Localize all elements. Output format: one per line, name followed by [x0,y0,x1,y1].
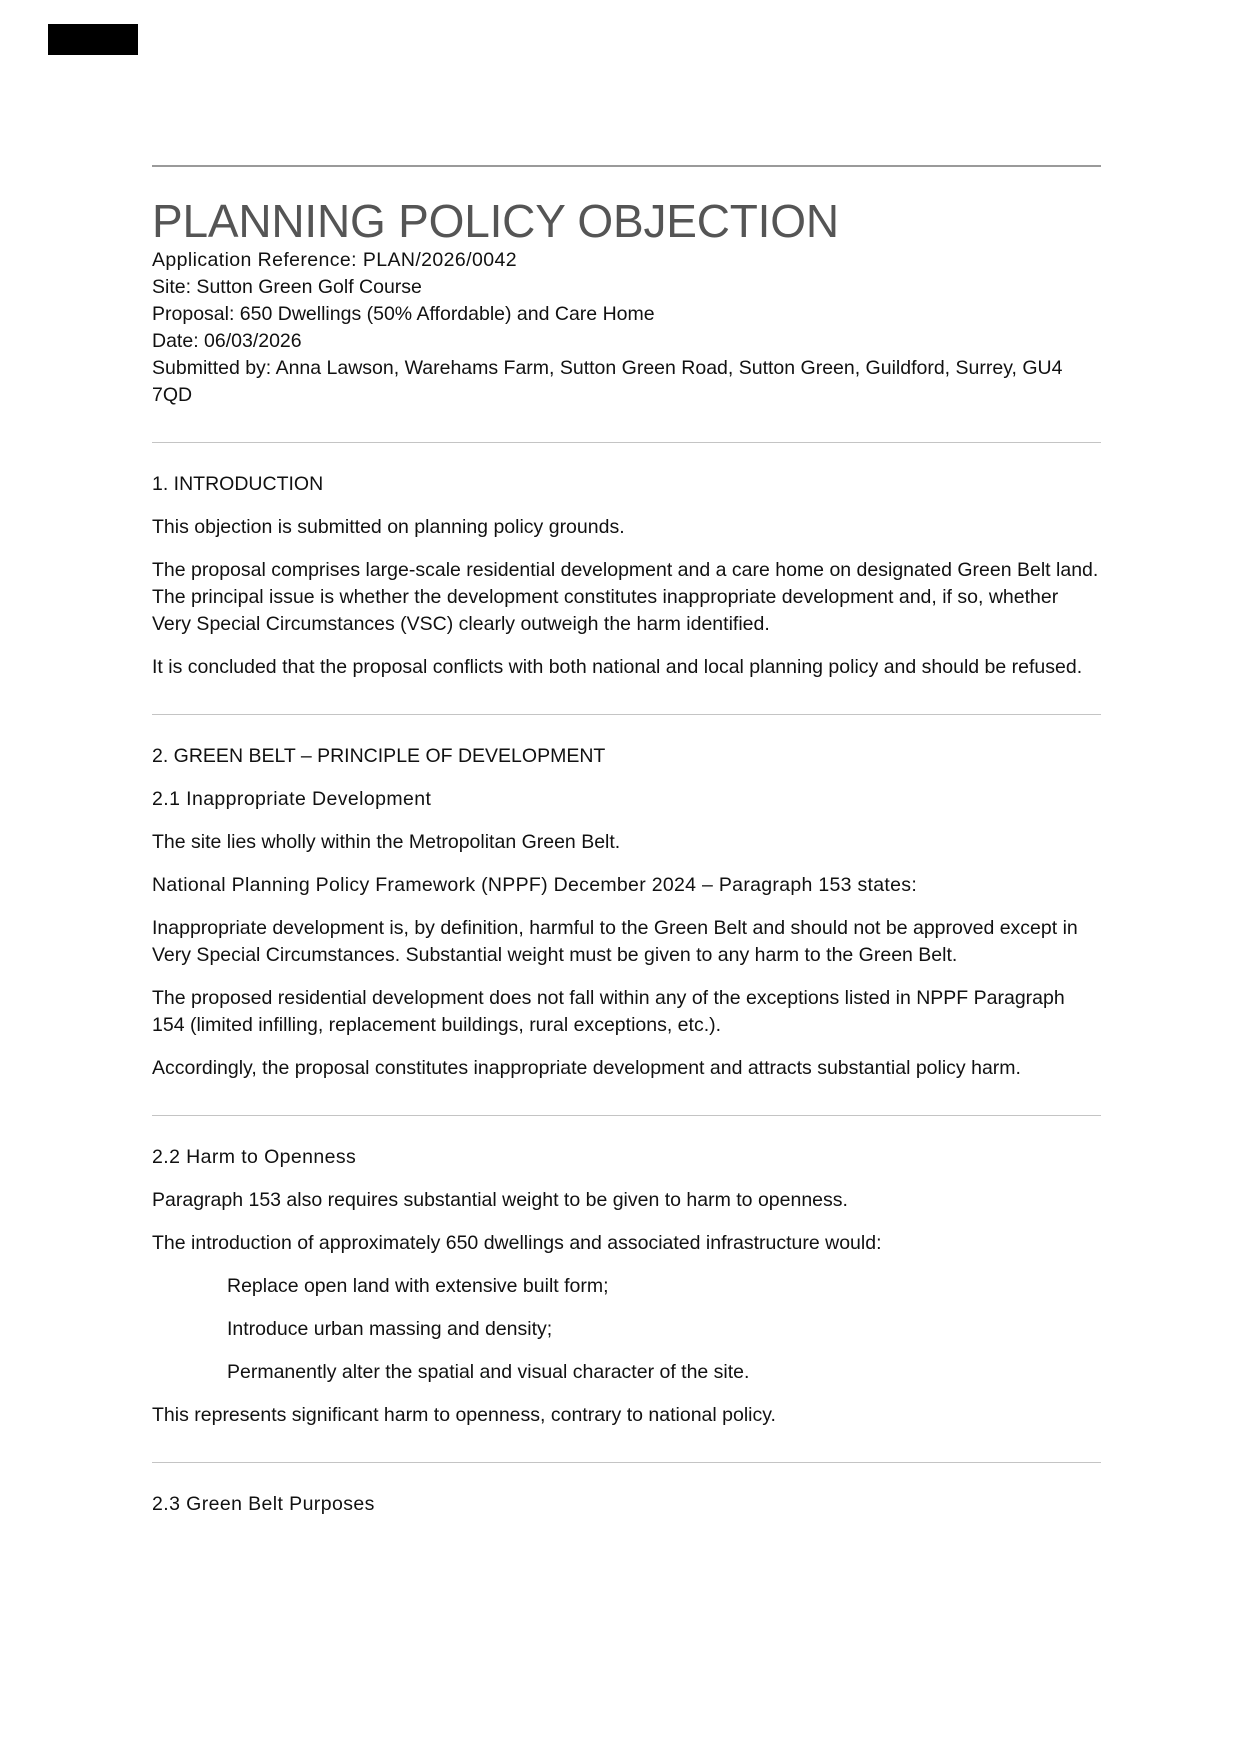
document-meta [152,247,1101,409]
meta-site: Site: Sutton Green Golf Course [152,276,422,298]
list-item: Replace open land with extensive built form; [227,1275,609,1297]
subsection-heading-green-belt-purposes: 2.3 Green Belt Purposes [152,1493,375,1515]
subsection-heading-harm-to-openness: 2.2 Harm to Openness [152,1146,357,1168]
document-page [152,165,1101,1518]
list-item: Introduce urban massing and density; [227,1318,553,1340]
list-item: Permanently alter the spatial and visual character of the site. [227,1361,750,1383]
openness-closing-paragraph: This represents significant harm to openness, contrary to national policy. [152,1404,776,1426]
intro-paragraph: This objection is submitted on planning policy grounds. [152,516,625,538]
openness-paragraph: Paragraph 153 also requires substantial weight to be given to harm to openness. [152,1189,848,1211]
meta-proposal: Proposal: 650 Dwellings (50% Affordable) and Care Home [152,303,655,325]
green-belt-paragraph: The proposed residential development does not fall within any of the exceptions listed in NPPF Paragraph 154 (limited infilling, replacement buildings, rural exceptions, etc.). [152,987,1065,1036]
document-title: PLANNING POLICY OBJECTION [152,195,839,247]
redaction-block [48,24,138,55]
intro-paragraph: The proposal comprises large-scale residential development and a care home on designated Green Belt land. The principal issue is whether the development constitutes inappropriate development and, if so, whether Very Special Circumstances (VSC) clearly outweigh the harm identified. [152,559,1099,635]
subsection-heading-inappropriate-development: 2.1 Inappropriate Development [152,788,432,810]
meta-submitted-by: Submitted by: Anna Lawson, Warehams Farm, Sutton Green Road, Sutton Green, Guildford, Surrey, GU4 7QD [152,357,1063,406]
green-belt-paragraph: National Planning Policy Framework (NPPF) December 2024 – Paragraph 153 states: [152,874,918,896]
top-divider [152,165,1101,167]
openness-paragraph: The introduction of approximately 650 dwellings and associated infrastructure would: [152,1232,882,1254]
green-belt-paragraph: Accordingly, the proposal constitutes inappropriate development and attracts substantial policy harm. [152,1057,1021,1079]
section-divider [152,1462,1101,1463]
green-belt-paragraph: Inappropriate development is, by definition, harmful to the Green Belt and should not be approved except in Very Special Circumstances. Substantial weight must be given to any harm to the Green Belt. [152,917,1078,966]
meta-application-reference: Application Reference: PLAN/2026/0042 [152,249,517,271]
section-divider [152,1115,1101,1116]
section-heading-introduction: 1. INTRODUCTION [152,473,324,495]
intro-paragraph: It is concluded that the proposal conflicts with both national and local planning policy and should be refused. [152,656,1083,678]
section-divider [152,442,1101,443]
green-belt-paragraph: The site lies wholly within the Metropolitan Green Belt. [152,831,621,853]
section-divider [152,714,1101,715]
section-heading-green-belt: 2. GREEN BELT – PRINCIPLE OF DEVELOPMENT [152,745,606,767]
meta-date: Date: 06/03/2026 [152,330,302,352]
openness-list [152,1273,1101,1386]
